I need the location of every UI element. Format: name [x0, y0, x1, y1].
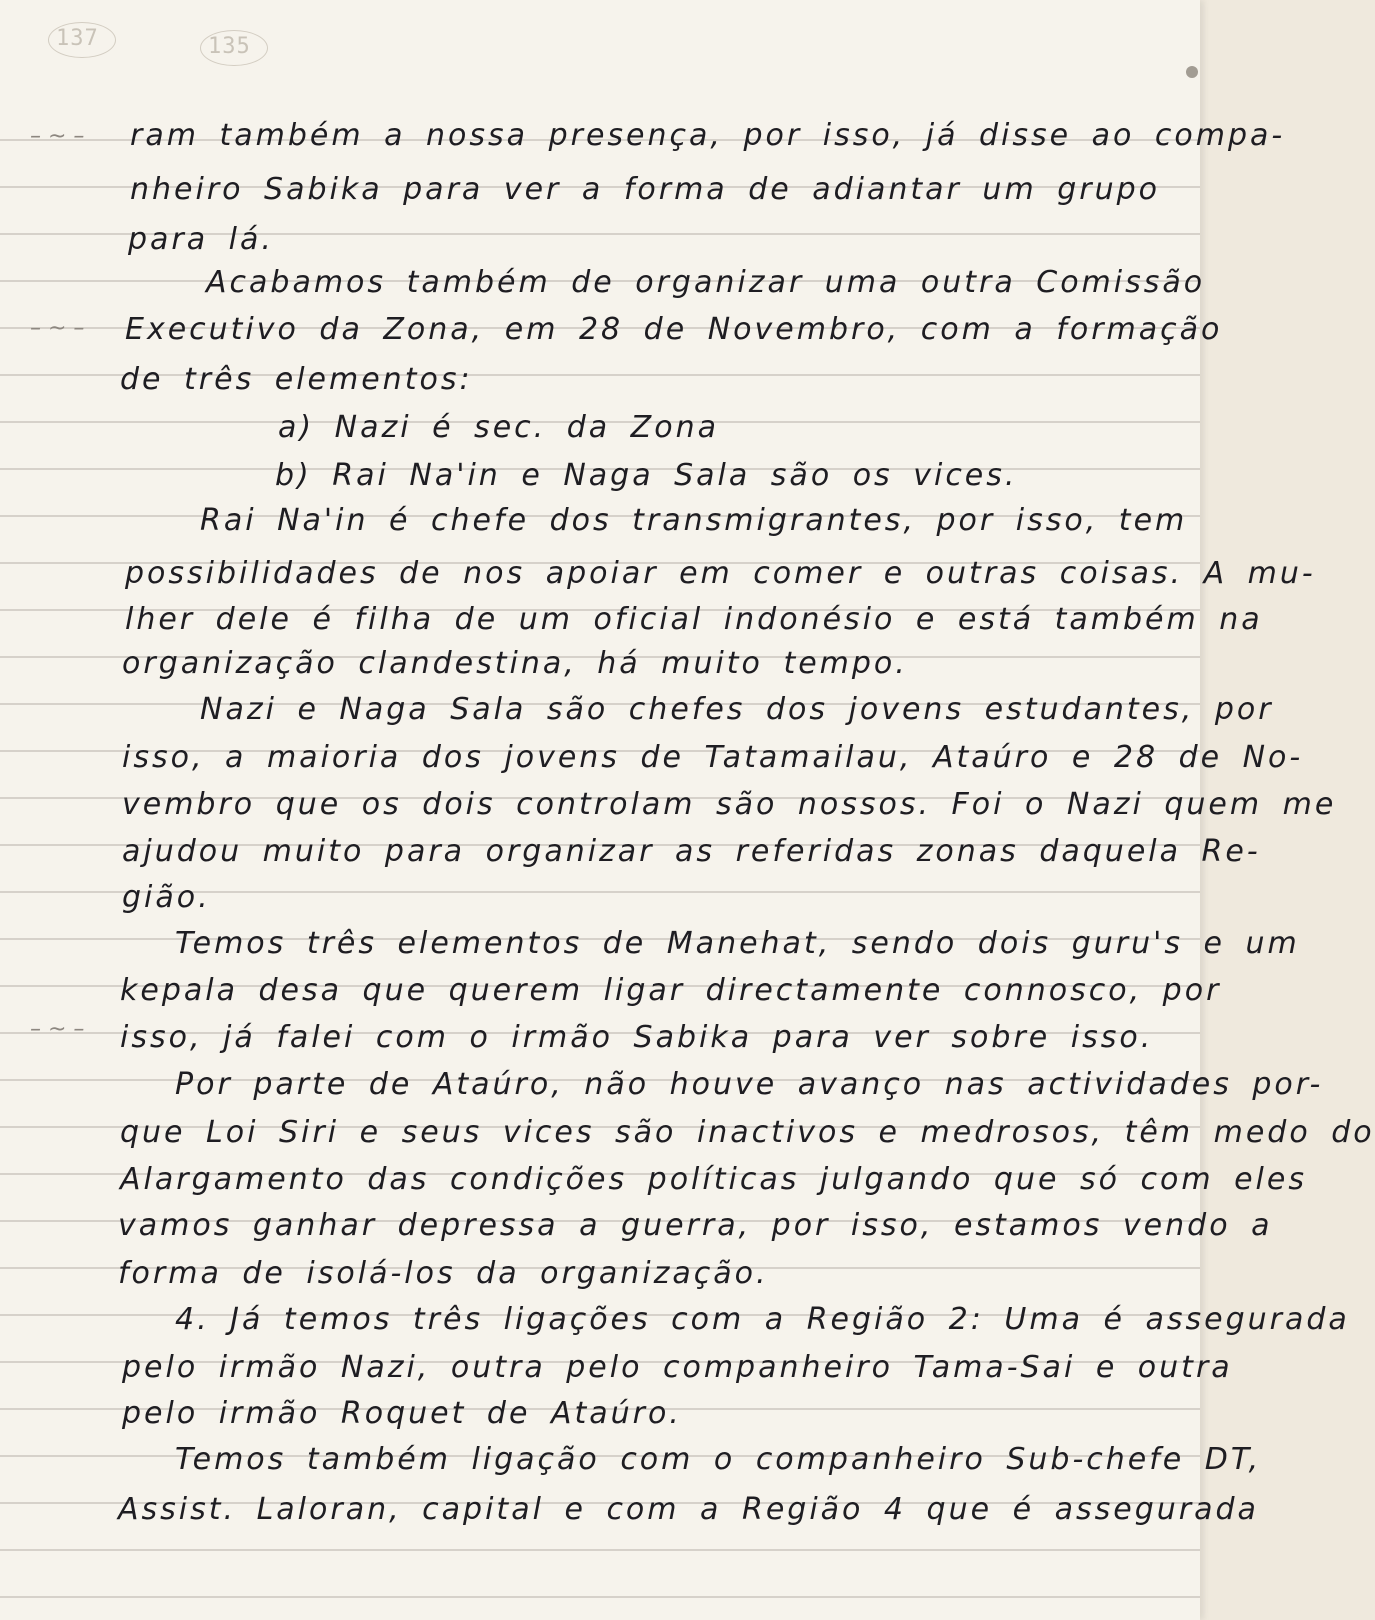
text-line: Alargamento das condições políticas julgando que só com eles: [120, 1162, 1307, 1197]
text-line: vamos ganhar depressa a guerra, por isso, estamos vendo a: [118, 1208, 1273, 1243]
text-line: Temos três elementos de Manehat, sendo dois guru's e um: [175, 926, 1300, 961]
text-line: que Loi Siri e seus vices são inactivos e medrosos, têm medo do: [120, 1115, 1375, 1150]
page-number-right: 135: [208, 34, 251, 59]
text-line: de três elementos:: [120, 362, 473, 397]
text-line: pelo irmão Roquet de Ataúro.: [122, 1396, 682, 1431]
text-line: vembro que os dois controlam são nossos. Foi o Nazi quem me: [122, 787, 1337, 822]
text-line: isso, já falei com o irmão Sabika para ver sobre isso.: [120, 1020, 1154, 1055]
text-line: Executivo da Zona, em 28 de Novembro, com a formação: [125, 312, 1223, 347]
text-line: kepala desa que querem ligar directamente connosco, por: [120, 973, 1222, 1008]
binding-hole: [1186, 66, 1198, 78]
text-line: isso, a maioria dos jovens de Tatamailau, Ataúro e 28 de No-: [122, 740, 1304, 775]
text-line: 4. Já temos três ligações com a Região 2: Uma é assegurada: [175, 1302, 1350, 1337]
text-line: b) Rai Na'in e Naga Sala são os vices.: [275, 458, 1018, 493]
margin-bleed-mark: – ~ –: [30, 1017, 85, 1042]
text-line: Temos também ligação com o companheiro Sub-chefe DT,: [175, 1442, 1262, 1477]
text-line: organização clandestina, há muito tempo.: [122, 646, 908, 681]
text-line: Por parte de Ataúro, não houve avanço nas actividades por-: [175, 1067, 1324, 1102]
text-line: lher dele é filha de um oficial indonésio e está também na: [125, 602, 1263, 637]
text-line: Rai Na'in é chefe dos transmigrantes, por isso, tem: [200, 503, 1188, 538]
text-line: nheiro Sabika para ver a forma de adiantar um grupo: [130, 172, 1160, 207]
text-line: pelo irmão Nazi, outra pelo companheiro Tama-Sai e outra: [122, 1350, 1233, 1385]
page-number-left: 137: [56, 26, 99, 51]
text-line: para lá.: [128, 222, 274, 257]
text-line: gião.: [122, 880, 211, 915]
text-line: ram também a nossa presença, por isso, já disse ao compa-: [130, 118, 1286, 153]
margin-bleed-mark: – ~ –: [30, 124, 85, 149]
text-line: a) Nazi é sec. da Zona: [278, 410, 719, 445]
margin-bleed-mark: – ~ –: [30, 316, 85, 341]
text-line: Nazi e Naga Sala são chefes dos jovens estudantes, por: [200, 692, 1274, 727]
text-line: Assist. Laloran, capital e com a Região 4 que é assegurada: [118, 1492, 1259, 1527]
text-line: ajudou muito para organizar as referidas zonas daquela Re-: [122, 834, 1261, 869]
text-line: Acabamos também de organizar uma outra Comissão: [206, 265, 1206, 300]
text-line: possibilidades de nos apoiar em comer e outras coisas. A mu-: [125, 556, 1316, 591]
text-line: forma de isolá-los da organização.: [118, 1256, 769, 1291]
